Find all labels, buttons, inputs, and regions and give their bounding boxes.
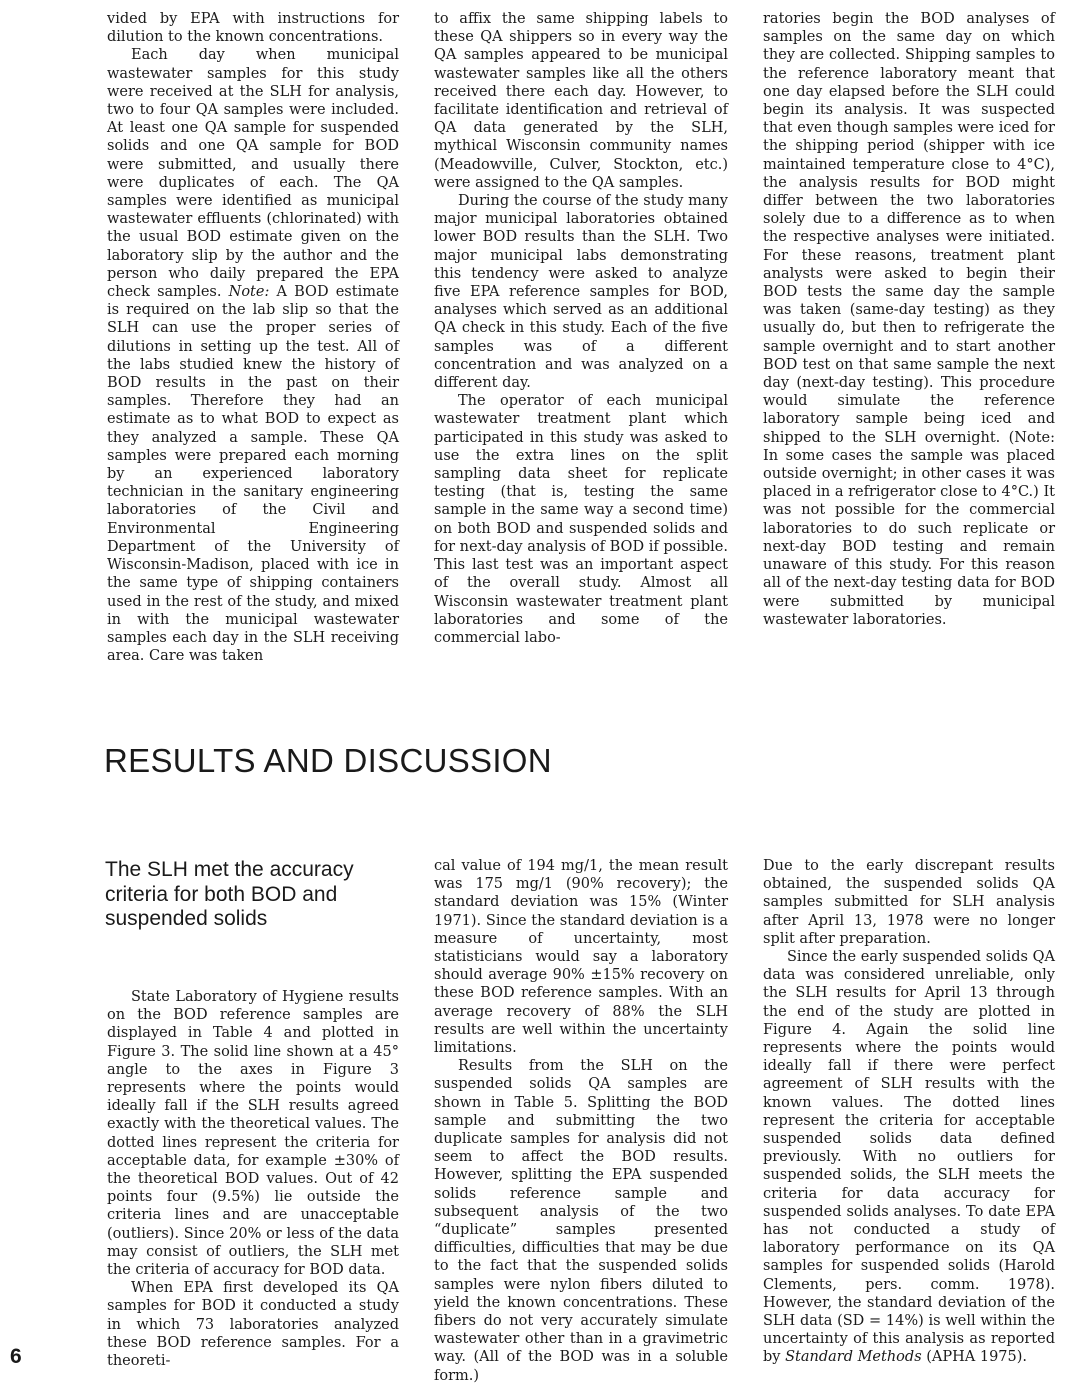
paragraph: to affix the same shipping labels to these QA shippers so in every way the QA samples appeared to be municipal wastewater samples like all the others received there each day. However, to facilitate identification and retrieval of QA data generated by the SLH, mythical Wisconsin community names (Meadowville, Culver, Stockton, etc.) were assigned to the QA samples.: [434, 11, 728, 191]
paragraph-text: Since the early suspended solids QA data was considered unreliable, only the SLH results for April 13 through the end of the study are plotted in Figure 4. Again the solid line represents where the points would ideally fall if there were perfect agreement of SLH results with the known values. The dotted lines represent the criteria for acceptable suspended solids data defined previously. With no outliers for suspended solids, the SLH meets the criteria for data accuracy for suspended solids analyses. To date EPA has not conducted a study of laboratory performance on its QA samples for suspended solids (Harold Clements, pers. comm. 1978). However, the standard deviation of the SLH data (SD = 14%) is well within the uncertainty of this analysis as reported by: [763, 949, 1055, 1366]
top-column-3: [763, 10, 1055, 629]
paragraph: When EPA first developed its QA samples for BOD it conducted a study in which 73 laboratories analyzed these BOD reference samples. For a theoreti-: [107, 1280, 399, 1370]
section-heading: RESULTS AND DISCUSSION: [104, 742, 552, 779]
paragraph: ratories begin the BOD analyses of samples on the same day on which they are collected. Shipping samples to the reference laboratory meant that one day elapsed before the SLH could begin its analysis. It was suspected that even though samples were iced for the shipping period (shipper with ice maintained temperature close to 4°C), the analysis results for BOD might differ between the two laboratories solely due to a difference as to when the respective analyses were initiated. For these reasons, treatment plant analysts were asked to begin their BOD tests the same day the sample was taken (same-day testing) as they usually do, but then to refrigerate the sample overnight and to start another BOD test on that same sample the next day (next-day testing). This procedure would simulate the reference laboratory sample being iced and shipped to the SLH overnight. (Note: In some cases the sample was placed outside overnight; in other cases it was placed in a refrigerator close to 4°C.) It was not possible for the commercial laboratories to do such replicate or next-day BOD testing and remain unaware of this study. For this reason all of the next-day testing data for BOD were submitted by municipal wastewater laboratories.: [763, 11, 1055, 628]
paragraph: During the course of the study many major municipal laboratories obtained lower BOD results than the SLH. Two major municipal labs demonstrating this tendency were asked to analyze five EPA reference samples for BOD, analyses which served as an additional QA check in this study. Each of the five samples was of a different concentration and was analyzed on a different day.: [434, 193, 728, 392]
paragraph: cal value of 194 mg/1, the mean result was 175 mg/1 (90% recovery); the standard deviation was 15% (Winter 1971). Since the standard deviation is a measure of uncertainty, most statisticians would say a laboratory should average 90% ±15% recovery on these BOD reference samples. With an average recovery of 88% the SLH results are well within the uncertainty limitations.: [434, 858, 728, 1057]
paragraph-text: A BOD estimate is required on the lab slip so that the SLH can use the proper series of dilutions in setting up the test. All of the labs studied knew the history of BOD results in the past on their samples. Therefore they had an estimate as to what BOD to expect as they analyzed a sample. These QA samples were prepared each morning by an experienced laboratory technician in the sanitary engineering laboratories of the Civil and Environmental Engineering Department of the University of Wisconsin-Madison, placed with ice in the same type of shipping containers used in the rest of the study, and mixed in with the municipal wastewater samples each day in the SLH receiving area. Care was taken: [107, 284, 400, 665]
page-number: 6: [10, 1345, 22, 1368]
citation-title: Standard Methods: [785, 1349, 922, 1366]
bottom-column-2: [434, 857, 728, 1385]
note-label: Note:: [228, 284, 270, 301]
top-column-2: [434, 10, 728, 647]
paragraph: State Laboratory of Hygiene results on the BOD reference samples are displayed in Table 4 and plotted in Figure 3. The solid line shown at a 45° angle to the axes in Figure 3 represents where the points would ideally fall if the SLH results agreed exactly with the theoretical values. The dotted lines represent the criteria for acceptable data, for example ±30% of the theoretical BOD values. Out of 42 points four (9.5%) lie outside the criteria lines and are unacceptable (outliers). Since 20% or less of the data may consist of outliers, the SLH met the criteria of accuracy for BOD data.: [107, 989, 399, 1279]
paragraph: [763, 948, 1055, 1367]
paragraph: [107, 46, 399, 665]
bottom-column-1: [107, 988, 399, 1370]
paragraph: The operator of each municipal wastewater treatment plant which participated in this study was asked to use the extra lines on the split sampling data sheet for replicate testing (that is, testing the same sample in the same way a second time) on both BOD and suspended solids and for next-day analysis of BOD if possible. This last test was an important aspect of the overall study. Almost all Wisconsin wastewater treatment plant laboratories and some of the commercial labo-: [434, 393, 728, 646]
paragraph-text: Each day when municipal wastewater samples for this study were received at the SLH for analysis, two to four QA samples were included. At least one QA sample for suspended solids and one QA sample for BOD were submitted, and usually there were duplicates of each. The QA samples were identified as municipal wastewater effluents (chlorinated) with the usual BOD estimate given on the laboratory slip by the author and the person who daily prepared the EPA check samples.: [107, 47, 399, 301]
bottom-column-3: [763, 857, 1055, 1367]
paragraph: Results from the SLH on the suspended solids QA samples are shown in Table 5. Splitting the BOD sample and submitting the two duplicate samples for analysis did not seem to affect the BOD results. However, splitting the EPA suspended solids reference sample and subsequent analysis of the two “duplicate” samples presented difficulties, difficulties that may be due to the fact that the suspended solids samples were nylon fibers diluted to yield the known concentrations. These fibers do not very accurately simulate wastewater other than in a gravimetric way. (All of the BOD was in a soluble form.): [434, 1058, 728, 1384]
paragraph: Due to the early discrepant results obtained, the suspended solids QA samples submitted for SLH analysis after April 13, 1978 were no longer split after preparation.: [763, 858, 1055, 947]
sub-heading: The SLH met the accuracy criteria for both BOD and suspended solids: [105, 858, 354, 930]
paragraph-text: (APHA 1975).: [926, 1349, 1028, 1366]
paragraph: vided by EPA with instructions for dilution to the known concentrations.: [107, 11, 399, 46]
top-column-1: [107, 10, 399, 665]
